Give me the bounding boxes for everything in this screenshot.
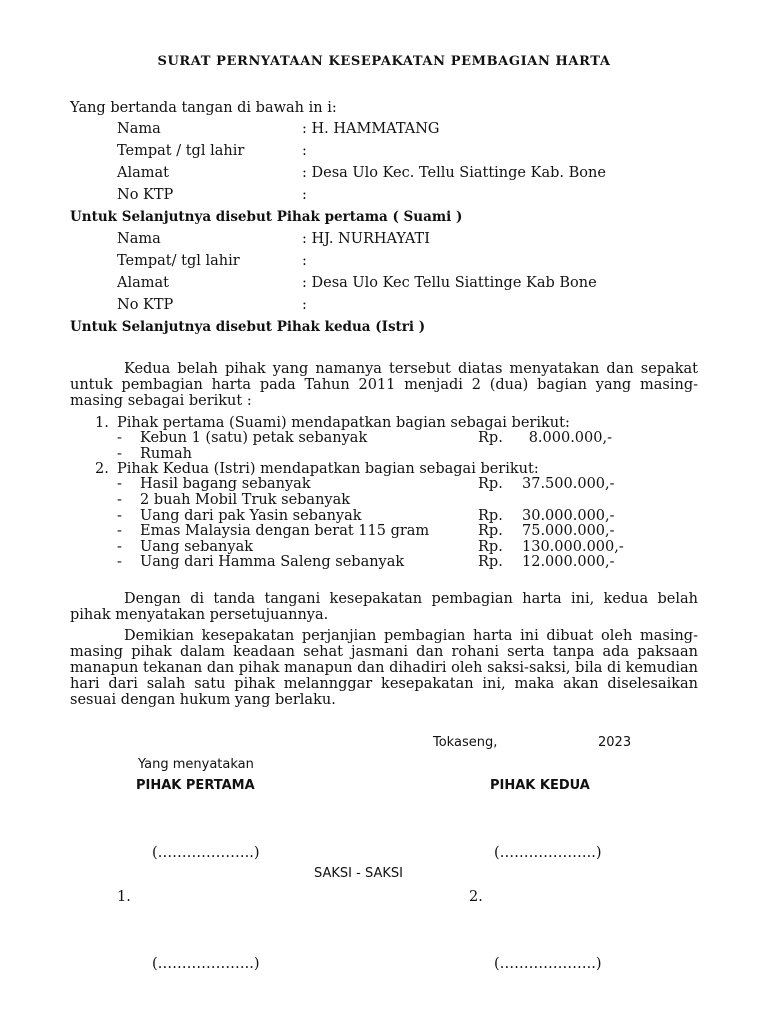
share2-item-text: Uang dari Hamma Saleng sebanyak: [140, 554, 405, 570]
closing-paragraph: Demikian kesepakatan perjanjian pembagian harta ini dibuat oleh masing-masing pihak dalam keadaan sehat jasmani dan rohani serta tanpa ada paksaan manapun tekanan dan pihak manapun dan dihadiri oleh saksi-saksi, bila di kemudian hari dari salah satu pihak melannggar kesepakatan ini, maka akan diselesaikan sesuai dengan hukum yang berlaku.: [70, 628, 698, 708]
share2-item-rp: Rp.: [478, 523, 503, 539]
share2-item-amount: 130.000.000,-: [522, 539, 624, 555]
party2-ktp-value: :: [302, 297, 307, 313]
signature-year: 2023: [598, 735, 632, 750]
document-title: SURAT PERNYATAAN KESEPAKATAN PEMBAGIAN HARTA: [157, 54, 611, 69]
share2-number: 2.: [95, 461, 109, 477]
party1-sign-label: PIHAK PERTAMA: [136, 778, 255, 793]
share1-item-text: Rumah: [140, 446, 192, 462]
share2-item-dash: -: [117, 508, 122, 524]
party1-address-value: : Desa Ulo Kec. Tellu Siattinge Kab. Bone: [302, 165, 606, 181]
party1-birth-value: :: [302, 143, 307, 159]
share2-item-amount: 30.000.000,-: [522, 508, 615, 524]
witness1-sign-line: (………………..): [152, 956, 260, 972]
share2-item-amount: 12.000.000,-: [522, 554, 615, 570]
party2-ktp-label: No KTP: [117, 297, 174, 313]
witness2-number: 2.: [469, 889, 483, 905]
party2-name-label: Nama: [117, 231, 161, 247]
share1-heading: Pihak pertama (Suami) mendapatkan bagian sebagai berikut:: [117, 415, 570, 431]
share2-item-text: Emas Malaysia dengan berat 115 gram: [140, 523, 430, 539]
share2-item-text: Uang sebanyak: [140, 539, 254, 555]
share2-item-rp: Rp.: [478, 508, 503, 524]
party2-birth-value: :: [302, 253, 307, 269]
stated-by-label: Yang menyatakan: [138, 757, 254, 772]
share2-heading: Pihak Kedua (Istri) mendapatkan bagian sebagai berikut:: [117, 461, 539, 477]
share1-item-text: Kebun 1 (satu) petak sebanyak: [140, 430, 368, 446]
share2-item-amount: 37.500.000,-: [522, 476, 615, 492]
party2-sign-line: (………………..): [494, 845, 602, 861]
share2-item-dash: -: [117, 539, 122, 555]
share2-item-rp: Rp.: [478, 554, 503, 570]
party2-address-value: : Desa Ulo Kec Tellu Siattinge Kab Bone: [302, 275, 597, 291]
consent-paragraph: Dengan di tanda tangani kesepakatan pembagian harta ini, kedua belah pihak menyatakan persetujuannya.: [70, 591, 698, 623]
share2-item-dash: -: [117, 554, 122, 570]
party1-sign-line: (………………..): [152, 845, 260, 861]
share2-item-text: Uang dari pak Yasin sebanyak: [140, 508, 362, 524]
share2-item-dash: -: [117, 523, 122, 539]
share1-item-amount: 8.000.000,-: [528, 430, 612, 446]
share2-item-dash: -: [117, 476, 122, 492]
share1-item-dash: -: [117, 446, 122, 462]
agreement-paragraph: Kedua belah pihak yang namanya tersebut diatas menyatakan dan sepakat untuk pembagian harta pada Tahun 2011 menjadi 2 (dua) bagian yang masing-masing sebagai berikut :: [70, 361, 698, 409]
share2-item-rp: Rp.: [478, 476, 503, 492]
party1-designation: Untuk Selanjutnya disebut Pihak pertama ( Suami ): [70, 209, 463, 225]
party1-address-label: Alamat: [117, 165, 169, 181]
share1-item-dash: -: [117, 430, 122, 446]
witnesses-label: SAKSI - SAKSI: [314, 866, 403, 881]
share2-item-dash: -: [117, 492, 122, 508]
share2-item-rp: Rp.: [478, 539, 503, 555]
party1-name-label: Nama: [117, 121, 161, 137]
intro-line: Yang bertanda tangan di bawah in i:: [70, 100, 337, 116]
witness1-number: 1.: [117, 889, 131, 905]
party1-name-value: : H. HAMMATANG: [302, 121, 440, 137]
party2-birth-label: Tempat/ tgl lahir: [117, 253, 240, 269]
party2-address-label: Alamat: [117, 275, 169, 291]
share2-item-text: 2 buah Mobil Truk sebanyak: [140, 492, 351, 508]
party2-name-value: : HJ. NURHAYATI: [302, 231, 430, 247]
share1-item-rp: Rp.: [478, 430, 503, 446]
signature-place: Tokaseng,: [433, 735, 498, 750]
share2-item-text: Hasil bagang sebanyak: [140, 476, 311, 492]
share1-number: 1.: [95, 415, 109, 431]
party1-ktp-value: :: [302, 187, 307, 203]
witness2-sign-line: (………………..): [494, 956, 602, 972]
party1-birth-label: Tempat / tgl lahir: [117, 143, 245, 159]
party2-designation: Untuk Selanjutnya disebut Pihak kedua (Istri ): [70, 319, 426, 335]
party2-sign-label: PIHAK KEDUA: [490, 778, 590, 793]
party1-ktp-label: No KTP: [117, 187, 174, 203]
share2-item-amount: 75.000.000,-: [522, 523, 615, 539]
